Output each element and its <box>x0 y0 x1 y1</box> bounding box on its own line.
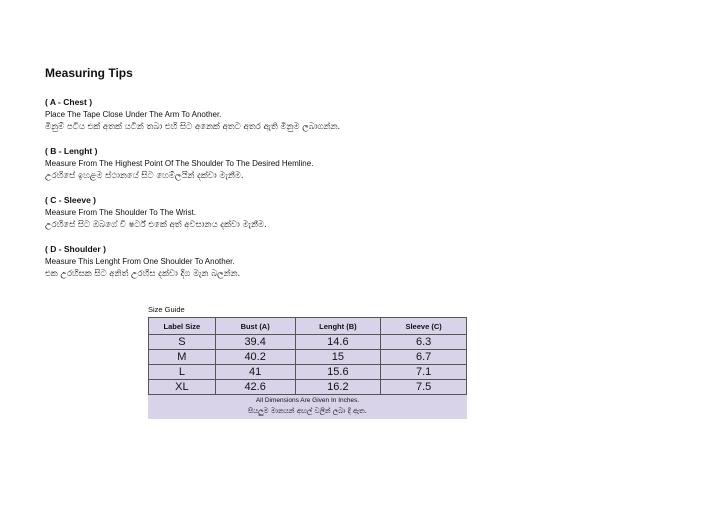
tip-sleeve <box>45 195 685 230</box>
tip-heading: ( D - Shoulder ) <box>45 244 106 254</box>
footnote-english: All Dimensions Are Given In Inches. <box>255 397 360 404</box>
tip-heading: ( B - Lenght ) <box>45 146 98 156</box>
sleeve-value: 6.3 <box>381 335 467 350</box>
footnote-sinhala: සියලුම මානයන් අඟල් වලින් ලබා දී ඇත. <box>248 407 367 415</box>
tip-heading: ( A - Chest ) <box>45 97 93 107</box>
table-header-row <box>149 318 467 335</box>
tip-english-text: Measure This Lenght From One Shoulder To Another. <box>45 257 235 266</box>
bust-value: 39.4 <box>215 335 295 350</box>
header-length: Lenght (B) <box>295 318 381 335</box>
tip-english-text: Measure From The Highest Point Of The Shoulder To The Desired Hemline. <box>45 159 314 168</box>
length-value: 16.2 <box>295 380 381 395</box>
measuring-tips-section <box>45 66 685 293</box>
bust-value: 42.6 <box>215 380 295 395</box>
size-table <box>148 317 467 395</box>
table-row <box>149 350 467 365</box>
tip-heading: ( C - Sleeve ) <box>45 195 97 205</box>
length-value: 15 <box>295 350 381 365</box>
tip-english-text: Place The Tape Close Under The Arm To Another. <box>45 110 222 119</box>
header-sleeve: Sleeve (C) <box>381 318 467 335</box>
sleeve-value: 7.1 <box>381 365 467 380</box>
tip-sinhala-text: උරහිසේ ඉහළම ස්ථානයේ සිට හෙම්ලයින් දක්වා මැනීම. <box>45 171 244 181</box>
table-row <box>149 365 467 380</box>
bust-value: 41 <box>215 365 295 380</box>
size-guide <box>148 305 467 419</box>
page-title: Measuring Tips <box>45 66 133 80</box>
bust-value: 40.2 <box>215 350 295 365</box>
length-value: 15.6 <box>295 365 381 380</box>
size-label: S <box>149 335 216 350</box>
header-bust: Bust (A) <box>215 318 295 335</box>
size-label: M <box>149 350 216 365</box>
length-value: 14.6 <box>295 335 381 350</box>
size-guide-caption: Size Guide <box>148 305 185 314</box>
header-label-size: Label Size <box>149 318 216 335</box>
tip-sinhala-text: උරහිසේ සිට ඔබගේ වී ෂර්ට් එකේ අත් අවසානය දක්වා මැනීම. <box>45 220 267 230</box>
tip-sinhala-text: මිනුම් පටිය එක් අතක් යටින් තබා එහි සිට අනෙක් අතට අතර ඇති මිනුම ලබාගන්න. <box>45 122 341 132</box>
sleeve-value: 7.5 <box>381 380 467 395</box>
sleeve-value: 6.7 <box>381 350 467 365</box>
tip-sinhala-text: එක උරහිසක සිට අනිත් උරහිස දක්වා දිග මැන බලන්න. <box>45 269 241 279</box>
size-label: L <box>149 365 216 380</box>
tip-shoulder <box>45 244 685 279</box>
tip-english-text: Measure From The Shoulder To The Wrist. <box>45 208 197 217</box>
tip-length <box>45 146 685 181</box>
tip-chest <box>45 97 685 132</box>
size-guide-footnote <box>148 395 467 419</box>
size-label: XL <box>149 380 216 395</box>
table-row <box>149 380 467 395</box>
table-row <box>149 335 467 350</box>
